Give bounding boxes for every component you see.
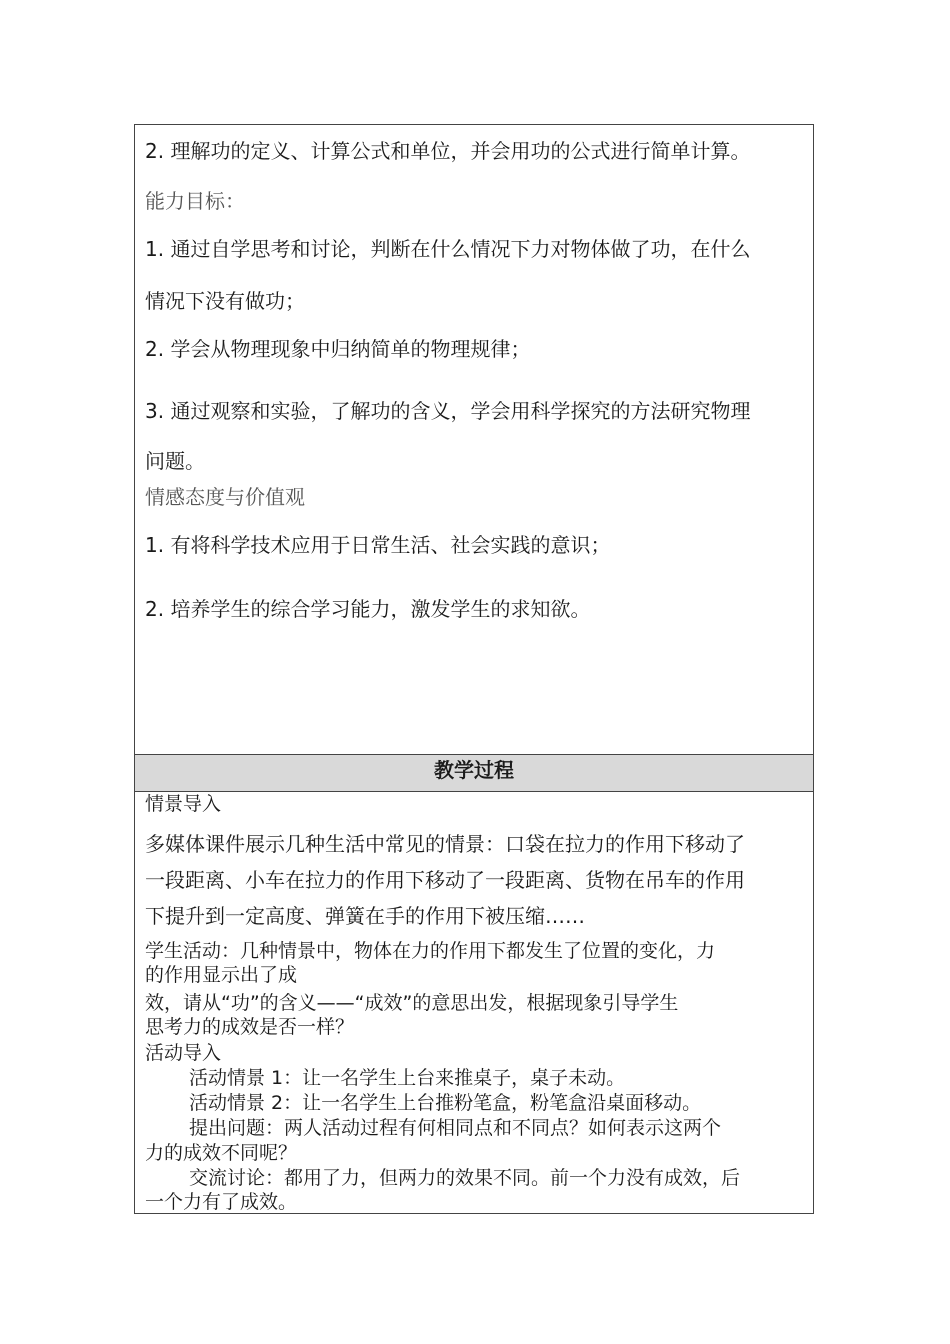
multimedia-line-1: 多媒体课件展示几种生活中常见的情景：口袋在拉力的作用下移动了 [145, 832, 745, 856]
activity-heading: 活动导入 [145, 1042, 222, 1064]
student-activity-line-4: 思考力的成效是否一样？ [145, 1016, 355, 1038]
scene-heading: 情景导入 [145, 793, 222, 815]
multimedia-line-3: 下提升到一定高度、弹簧在手的作用下被压缩…… [145, 904, 585, 928]
ability-item-1-line-1: 1. 通过自学思考和讨论，判断在什么情况下力对物体做了功，在什么 [145, 237, 751, 261]
ability-item-3-line-2: 问题。 [145, 449, 205, 473]
multimedia-line-2: 一段距离、小车在拉力的作用下移动了一段距离、货物在吊车的作用 [145, 868, 745, 892]
knowledge-item-2: 2. 理解功的定义、计算公式和单位，并会用功的公式进行简单计算。 [145, 139, 751, 163]
teaching-process-header: 教学过程 [135, 754, 813, 792]
activity-scene-1: 活动情景 1：让一名学生上台来推桌子，桌子未动。 [189, 1067, 626, 1089]
question-line-2: 力的成效不同呢？ [145, 1142, 298, 1164]
ability-item-1-line-2: 情况下没有做功； [145, 289, 305, 313]
discussion-line-2: 一个力有了成效。 [145, 1191, 298, 1213]
student-activity-line-2: 的作用显示出了成 [145, 964, 298, 986]
process-cell [135, 792, 813, 1214]
lesson-plan-table [134, 124, 814, 1214]
question-line-1: 提出问题：两人活动过程有何相同点和不同点？如何表示这两个 [189, 1117, 722, 1139]
ability-heading: 能力目标： [145, 189, 245, 213]
student-activity-line-1: 学生活动：几种情景中，物体在力的作用下都发生了位置的变化，力 [145, 940, 716, 962]
objectives-cell [135, 125, 813, 754]
student-activity-line-3: 效，请从“功”的含义——“成效”的意思出发，根据现象引导学生 [145, 992, 679, 1014]
activity-scene-2: 活动情景 2：让一名学生上台推粉笔盒，粉笔盒沿桌面移动。 [189, 1092, 702, 1114]
ability-item-2: 2. 学会从物理现象中归纳简单的物理规律； [145, 337, 531, 361]
emotion-heading: 情感态度与价值观 [145, 485, 305, 509]
ability-item-3-line-1: 3. 通过观察和实验，了解功的含义，学会用科学探究的方法研究物理 [145, 399, 751, 423]
discussion-line-1: 交流讨论：都用了力，但两力的效果不同。前一个力没有成效，后 [189, 1167, 741, 1189]
emotion-item-1: 1. 有将科学技术应用于日常生活、社会实践的意识； [145, 533, 611, 557]
emotion-item-2: 2. 培养学生的综合学习能力，激发学生的求知欲。 [145, 597, 591, 621]
